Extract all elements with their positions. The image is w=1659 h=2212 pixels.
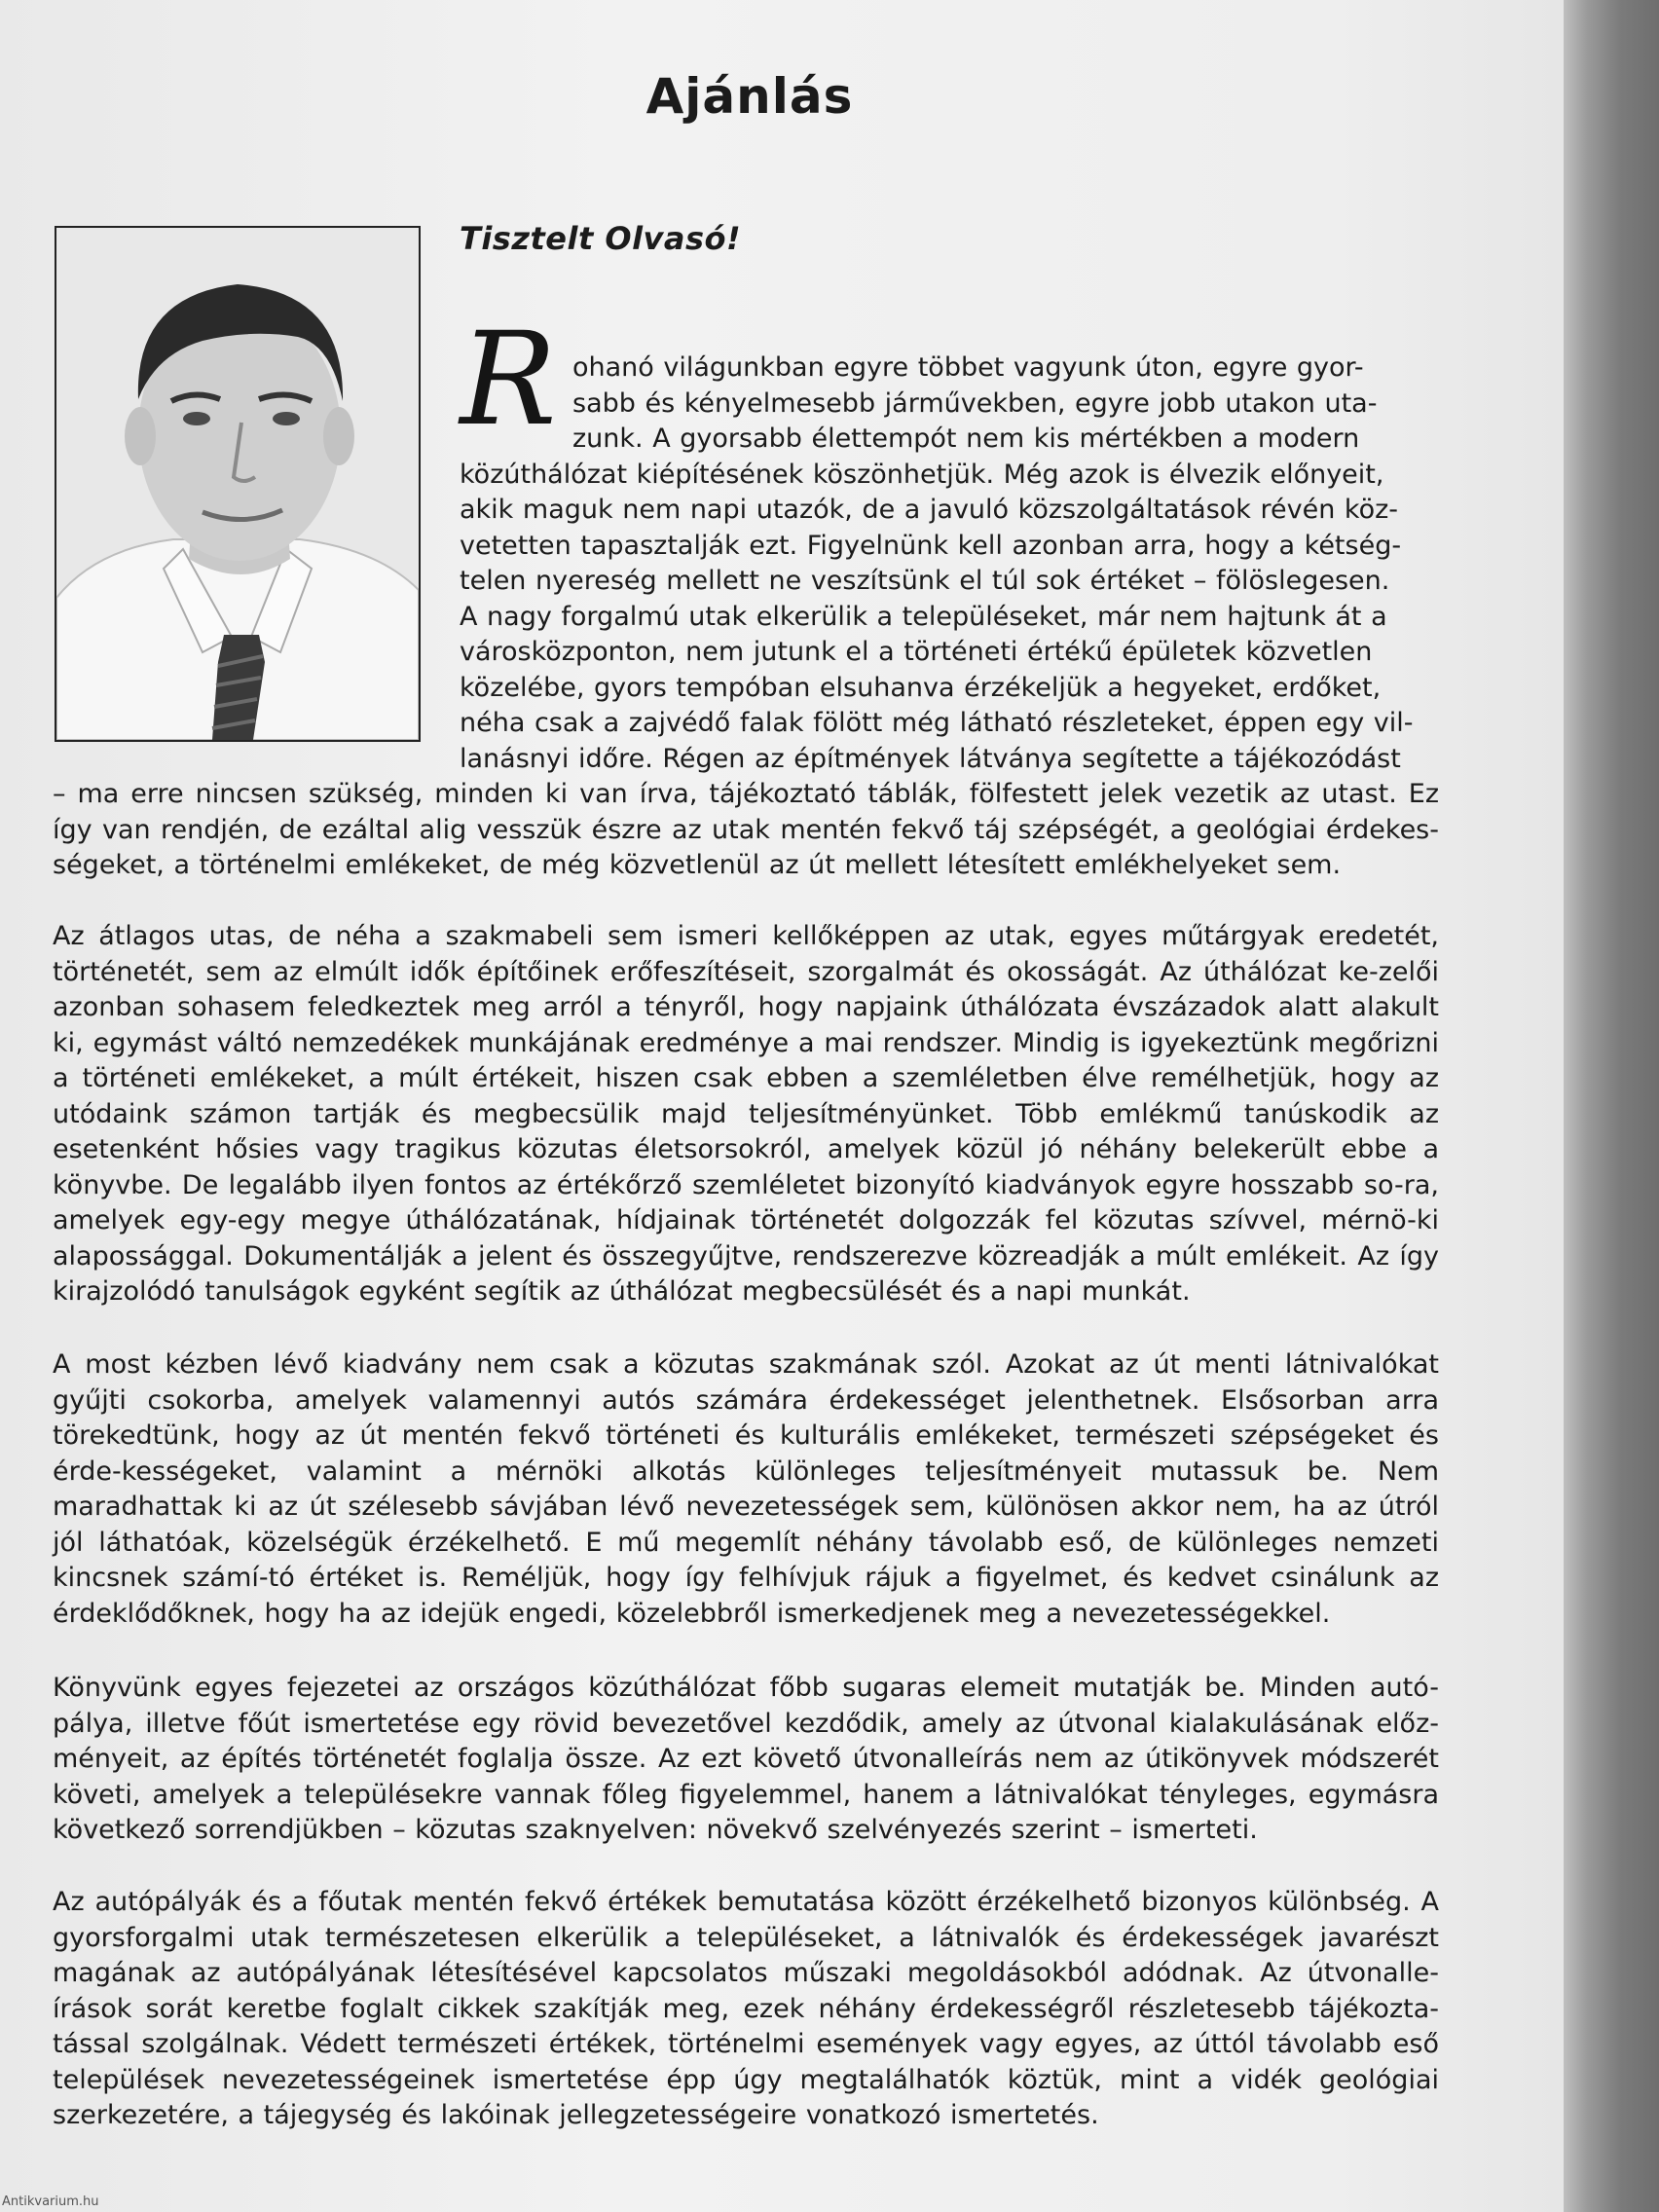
text-line: A nagy forgalmú utak elkerülik a településeket, már nem hajtunk át a [460,601,1387,632]
text-line: városközponton, nem jutunk el a történeti értékű épületek közvetlen [460,637,1373,667]
salutation: Tisztelt Olvasó! [460,220,742,257]
text-line: közelébe, gyors tempóban elsuhanva érzékeljük a hegyeket, erdőket, [460,672,1382,703]
paragraph-3: A most kézben lévő kiadvány nem csak a közutas szakmának szól. Azokat az út menti látnivalókat gyűjti csokorba, amelyek valamennyi autós számára érdekességet jelenthetnek. Elsősorban arra törekedtünk, hogy az út mentén fekvő történeti és kulturális emlékeket, természeti szépségeket és érde-kességeket, valamint a mérnöki alkotás különleges teljesítményeit mutassuk be. Nem maradhattak ki az út szélesebb sávjában lévő nevezetességek sem, különösen akkor nem, ha az útról jól láthatóak, közelségük érzékelhető. E mű megemlít néhány távolabb eső, de különleges nemzeti kincsnek számí-tó értéket is. Reméljük, hogy így felhívjuk rájuk a figyelmet, és kedvet csinálunk az érdeklődőknek, hogy ha az idejük engedi, közelebbről ismerkedjenek meg a nevezetességekkel. [53,1349,1439,1629]
paragraph-1-right-column [460,350,1439,777]
text-line: közúthálózat kiépítésének köszönhetjük. Még azok is élvezik előnyeit, [460,459,1384,490]
text-line: sabb és kényelmesebb járművekben, egyre jobb utakon uta- [572,387,1378,419]
text-line: néha csak a zajvédő falak fölött még látható részleteket, éppen egy vil- [460,708,1414,738]
paragraph-1-continuation: – ma erre nincsen szükség, minden ki van írva, tájékoztató táblák, fölfestett jelek vezetik az utast. Ez így van rendjén, de ezáltal alig vesszük észre az utak mentén fekvő táj szépségét, a geológiai érdekes-ségeket, a történelmi emlékeket, de még közvetlenül az út mellett létesített emlékhelyeket sem. [53,779,1439,880]
paragraph-4: Könyvünk egyes fejezetei az országos közúthálózat főbb sugaras elemeit mutatják be. Minden autó-pálya, illetve főút ismertetése egy rövid bevezetővel kezdődik, amely az útvonal kialakulásának előz-ményeit, az építés történetét foglalja össze. Az ezt követő útvonalleírás nem az útikönyvek módszerét követi, amelyek a településekre vannak főleg figyelemmel, hanem a látnivalókat tényleges, egymásra következő sorrendjükben – közutas szaknyelven: növekvő szelvényezés szerint – ismerteti. [53,1673,1439,1845]
text-line: vetetten tapasztalják ezt. Figyelnünk kell azonban arra, hogy a kétség- [460,530,1402,561]
page-edge-shadow [1564,0,1659,2212]
paragraph-5: Az autópályák és a főutak mentén fekvő értékek bemutatása között érzékelhető bizonyos különbség. A gyorsforgalmi utak természetesen elkerülik a településeket, a látnivalók és érdekességek javarészt magának az autópályának létesítésével kapcsolatos műszaki megoldásokból adódnak. Az útvonalle-írások sorát keretbe foglalt cikkek szakítják meg, ezek néhány érdekességről részletesebb tájékozta-tással szolgálnak. Védett természeti értékek, történelmi események vagy egyes, az úttól távolabb eső települések nevezetességeinek ismertetése épp úgy megtalálhatók köztük, mint a vidék geológiai szerkezetére, a tájegység és lakóinak jellegzetességeire vonatkozó ismertetés. [53,1887,1439,2130]
text-line: ohanó világunkban egyre többet vagyunk úton, egyre gyor- [572,352,1364,383]
text-line: zunk. A gyorsabb élettempót nem kis mértékben a modern [572,424,1360,454]
drop-cap: R [460,305,557,455]
text-line: lanásnyi időre. Régen az építmények látványa segítette a tájékozódást [460,743,1401,774]
paragraph-2: Az átlagos utas, de néha a szakmabeli sem ismeri kellőképpen az utak, egyes műtárgyak eredetét, történetét, sem az elmúlt idők építőinek erőfeszítéseit, szorgalmát és okosságát. Az úthálózat ke-zelői azonban sohasem feledkeztek meg arról a tényről, hogy napjaink úthálózata évszázadok alatt alakult ki, egymást váltó nemzedékek munkájának eredménye a mai rendszer. Mindig is igyekeztünk megőrizni a történeti emlékeket, a múlt értékeit, hiszen csak ebben a szemléletben élve remélhetjük, hogy az utódaink számon tartják és megbecsülik majd teljesítményünket. Több emlékmű tanúskodik az esetenként hősies vagy tragikus közutas életsorsokról, amelyek közül jó néhány belekerült ebbe a könyvbe. De legalább ilyen fontos az értékőrző szemléletet bizonyító kiadványok egyre hosszabb so-ra, amelyek egy-egy megye úthálózatának, hídjainak történetét dolgozzák fel közutas szívvel, mérnö-ki alapossággal. Dokumentálják a jelent és összegyűjtve, rendszerezve közreadják a múlt emlékeit. Az így kirajzolódó tanulságok egyként segítik az úthálózat megbecsülését és a napi munkát. [53,921,1439,1307]
text-line: akik maguk nem napi utazók, de a javuló közszolgáltatások révén köz- [460,495,1399,525]
portrait-illustration [56,228,419,740]
page-title: Ajánlás [645,68,854,125]
portrait-photo [55,226,421,742]
watermark-footer: Antikvarium.hu [2,2194,99,2209]
text-line: telen nyereség mellett ne veszítsünk el túl sok értéket – fölöslegesen. [460,566,1390,596]
